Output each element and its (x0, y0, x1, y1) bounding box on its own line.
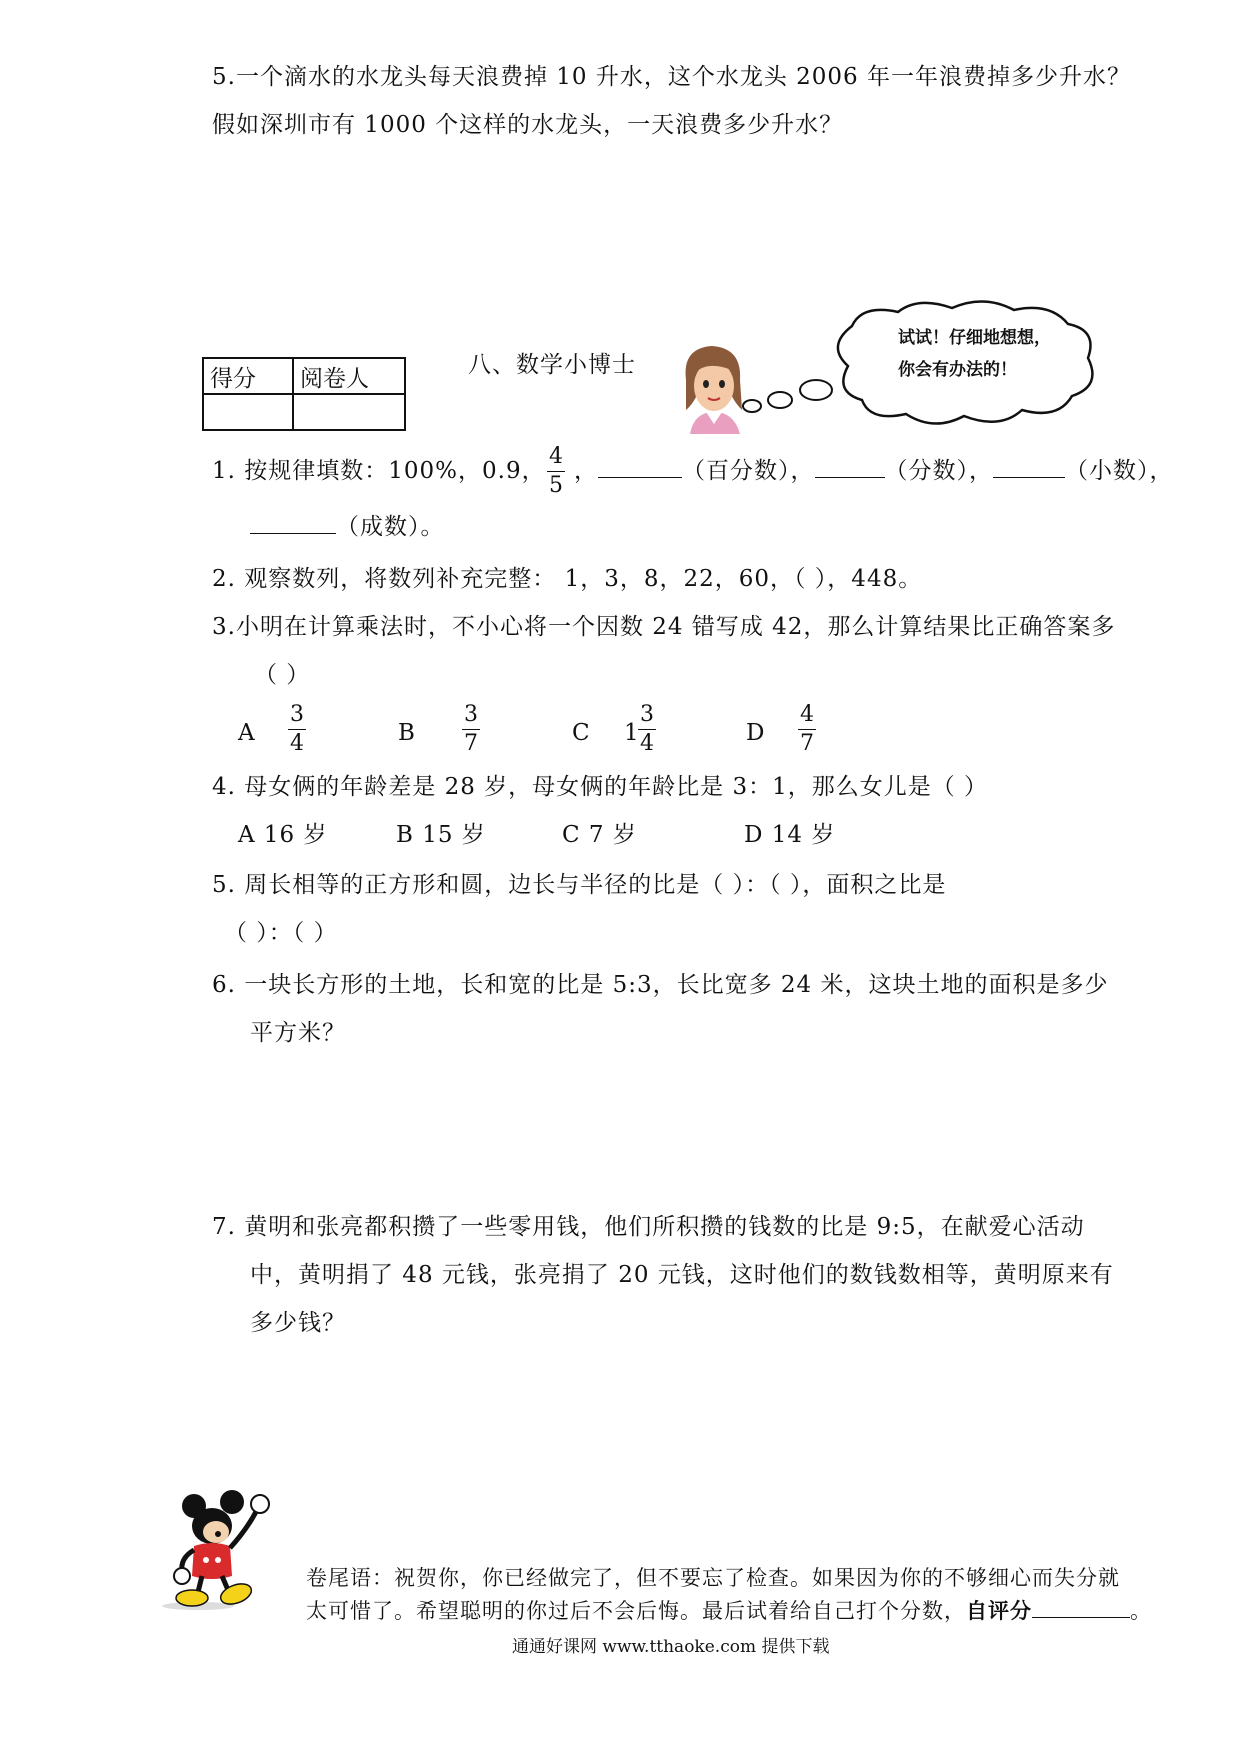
mickey-mouse-cartoon-icon (158, 1488, 286, 1618)
question-5-line1: 5. 周长相等的正方形和圆，边长与半径的比是（ ）：（ ），面积之比是 (212, 872, 947, 898)
fraction-denominator: 7 (464, 731, 478, 756)
prev-question-5-line1: 5.一个滴水的水龙头每天浪费掉 10 升水，这个水龙头 2006 年一年浪费掉多少升水？ (212, 64, 1131, 90)
grader-header: 阅卷人 (293, 358, 405, 394)
question-1-line2 (250, 516, 445, 539)
question-1-sep: ， (574, 458, 598, 484)
option-a-label[interactable]: A (238, 720, 256, 746)
fraction-denominator: 7 (800, 731, 814, 756)
option-d-label[interactable]: D (746, 720, 766, 746)
question-1-percent-label: （百分数）， (682, 458, 815, 484)
question-1-rest (574, 460, 1174, 483)
fraction-numerator: 4 (800, 702, 814, 727)
self-score-label: 自评分 (966, 1598, 1032, 1623)
question-4-option-d[interactable]: D 14 岁 (744, 822, 836, 848)
blank-percent[interactable] (598, 477, 682, 478)
prev-question-5-line2: 假如深圳市有 1000 个这样的水龙头，一天浪费多少升水？ (212, 112, 844, 138)
question-4-option-a[interactable]: A 16 岁 (238, 822, 328, 848)
question-1-fraction (547, 446, 565, 497)
question-2: 2. 观察数列，将数列补充完整： 1，3，8，22，60，（ ），448。 (212, 566, 923, 592)
question-1-chengshu-label: （成数）。 (336, 514, 445, 540)
blank-fraction[interactable] (815, 477, 885, 478)
fraction-numerator: 3 (290, 702, 304, 727)
option-c-whole: 1 (624, 720, 640, 746)
fraction-numerator: 4 (549, 444, 563, 469)
question-1-fraction-label: （分数）， (884, 458, 993, 484)
question-4: 4. 母女俩的年龄差是 28 岁，母女俩的年龄比是 3：1，那么女儿是（ ） (212, 774, 989, 800)
option-d-fraction (798, 704, 816, 755)
fraction-denominator: 4 (640, 731, 654, 756)
question-1-prefix: 1. 按规律填数：100%，0.9， (212, 458, 546, 484)
option-b-label[interactable]: B (398, 720, 416, 746)
question-1-decimal-label: （小数）， (1065, 458, 1174, 484)
blank-decimal[interactable] (993, 477, 1065, 478)
fraction-numerator: 3 (640, 702, 654, 727)
bubble-line1: 试试！仔细地想想， (898, 328, 1051, 348)
grader-cell[interactable] (293, 394, 405, 430)
question-7-line3: 多少钱？ (250, 1310, 346, 1336)
closing-line1: 卷尾语：祝贺你，你已经做完了，但不要忘了检查。如果因为你的不够细心而失分就 (306, 1566, 1120, 1590)
question-4-option-c[interactable]: C 7 岁 (562, 822, 637, 848)
score-header: 得分 (203, 358, 293, 394)
fraction-denominator: 5 (549, 473, 563, 498)
question-4-option-b[interactable]: B 15 岁 (396, 822, 486, 848)
option-c-label[interactable]: C (572, 720, 591, 746)
footer: 通通好课网 www.tthaoke.com 提供下载 (512, 1637, 830, 1657)
self-score-blank[interactable] (1032, 1617, 1130, 1618)
question-6-line1: 6. 一块长方形的土地，长和宽的比是 5:3，长比宽多 24 米，这块土地的面积是多少 (212, 972, 1109, 998)
blank-chengshu[interactable] (250, 533, 336, 534)
question-7-line2: 中，黄明捐了 48 元钱，张亮捐了 20 元钱，这时他们的数钱数相等，黄明原来有 (250, 1262, 1114, 1288)
closing-line2-text: 太可惜了。希望聪明的你过后不会后悔。最后试着给自己打个分数， (306, 1599, 966, 1623)
question-5-line2[interactable]: （ ）：（ ） (224, 920, 338, 946)
score-cell[interactable] (203, 394, 293, 430)
question-3-line2[interactable]: （ ） (254, 662, 311, 688)
score-table (202, 357, 406, 431)
option-c-fraction (638, 704, 656, 755)
fraction-denominator: 4 (290, 731, 304, 756)
section-title: 八、数学小博士 (468, 352, 636, 378)
closing-period: 。 (1130, 1599, 1152, 1623)
question-7-line1: 7. 黄明和张亮都积攒了一些零用钱，他们所积攒的钱数的比是 9:5，在献爱心活动 (212, 1214, 1085, 1240)
option-a-fraction (288, 704, 306, 755)
question-6-line2: 平方米？ (250, 1020, 346, 1046)
bubble-line2: 你会有办法的！ (898, 360, 1017, 380)
closing-line2 (306, 1600, 1152, 1622)
fraction-numerator: 3 (464, 702, 478, 727)
question-3-line1: 3.小明在计算乘法时，不小心将一个因数 24 错写成 42，那么计算结果比正确答案多 (212, 614, 1116, 640)
option-b-fraction (462, 704, 480, 755)
